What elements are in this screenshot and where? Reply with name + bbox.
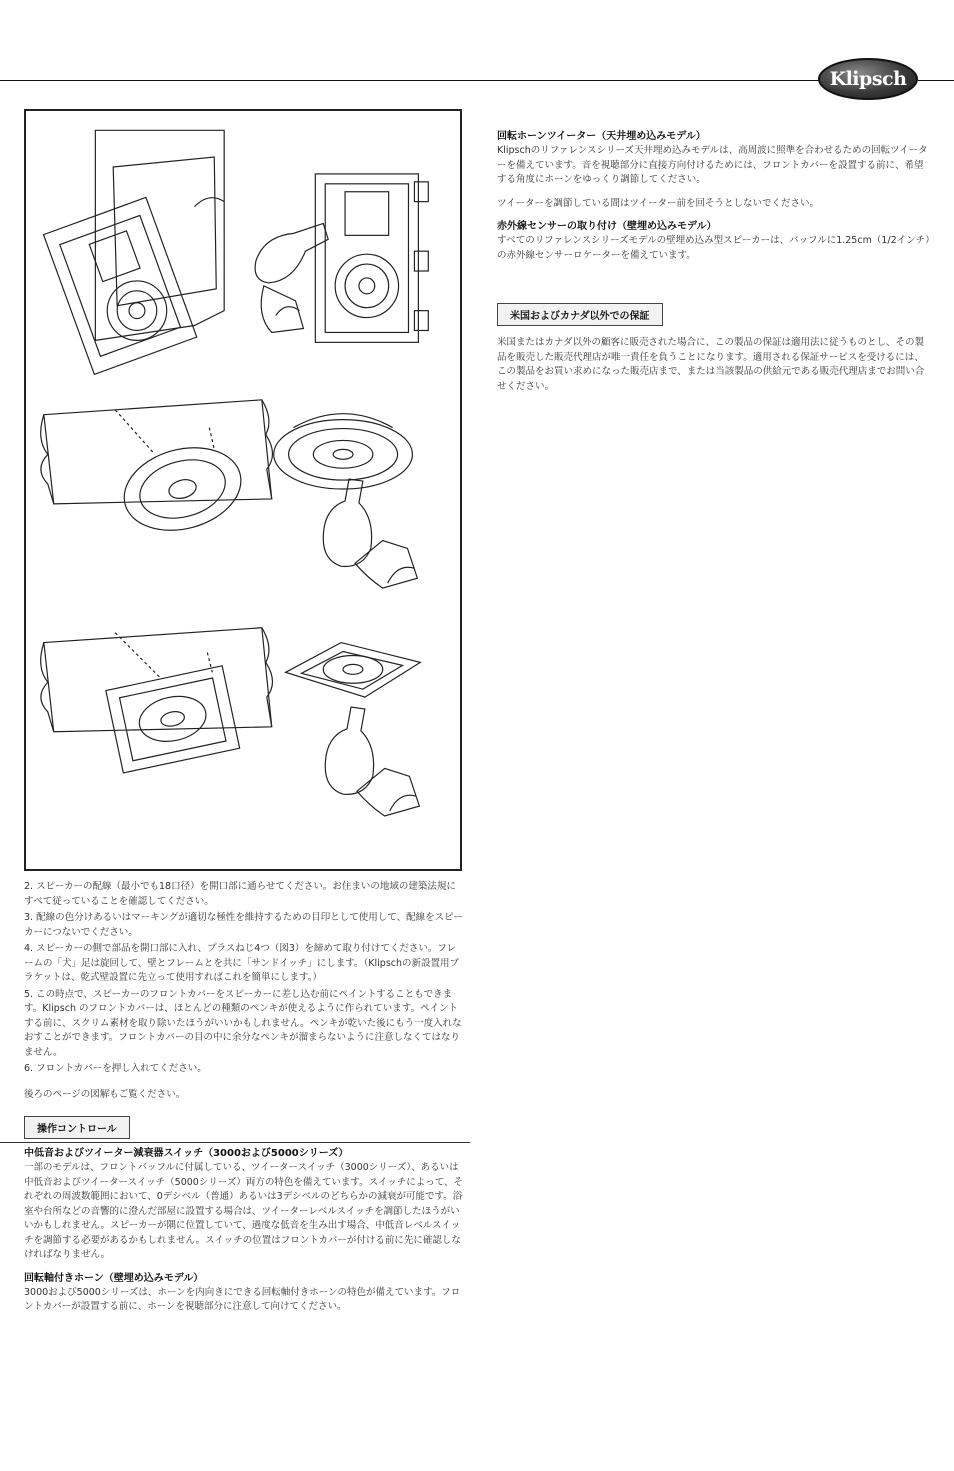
installation-diagram-icon <box>26 111 460 869</box>
tweeter-body: Klipschのリファレンスシリーズ天井埋め込みモデルは、高周波に照準を合わせるための回転ツイーターを備えています。音を視聴部分に直接方向付けるためには、フロントカバーを設置する前に、希望する角度にホーンをゆっくり調節してください。 <box>497 145 928 185</box>
horn-heading: 回転軸付きホーン（壁埋め込みモデル） <box>24 1272 204 1284</box>
step-6: 6. フロントカバーを押し入れてください。 <box>24 1063 207 1074</box>
warranty-section-title: 米国およびカナダ以外での保証 <box>497 303 663 326</box>
warranty-body: 米国またはカナダ以外の顧客に販売された場合に、この製品の保証は適用法に従うものとし、その製品を販売した販売代理店が唯一責任を負うことになります。適用される保証サービスを受けるには、この製品をお買い求めになった販売店まで、または当該製品の供給元である販売代理店までお問い合せください。 <box>497 337 925 392</box>
step-3: 3. 配線の色分けあるいはマーキングが適切な極性を維持するための目印として使用して、配線をスピーカーにつないでください。 <box>24 912 463 938</box>
logo-text: Klipsch <box>829 68 907 90</box>
sensor-heading: 赤外線センサーの取り付け（壁埋め込みモデル） <box>497 221 717 232</box>
horn-body: 3000および5000シリーズは、ホーンを内向きにできる回転軸付きホーンの特色が備えています。フロントカバーが設置する前に、ホーンを視聴部分に注意して向けてください。 <box>24 1286 461 1312</box>
installation-diagram <box>24 109 462 871</box>
left-column <box>24 880 464 1315</box>
header-rule <box>0 80 820 81</box>
header-rule-right <box>918 80 954 81</box>
controls-section <box>24 1116 464 1139</box>
step-4: 4. スピーカーの側で部品を開口部に入れ、プラスねじ4つ（図3）を締めて取り付けてください。フレームの「犬」足は旋回して、壁とフレームとを共に「サンドイッチ」にします。（Klipschの新設置用ブラケットは、乾式壁設置に先立って使用すればこれを簡単にします。） <box>24 943 460 983</box>
tweeter-note: ツイーターを調節している間はツイーター前を回そうとしないでください。 <box>497 197 820 209</box>
controls-section-title: 操作コントロール <box>24 1116 130 1139</box>
square-speaker-install <box>41 628 421 816</box>
tweeter-heading: 回転ホーンツイーター（天井埋め込みモデル） <box>497 131 706 142</box>
illustration-note: 後ろのページの図解もご覧ください。 <box>24 1088 186 1100</box>
rectangular-speaker-install <box>44 130 429 374</box>
section-rule <box>0 1142 470 1143</box>
round-speaker-install <box>41 400 418 588</box>
switch-heading: 中低音およびツイーター減衰器スイッチ（3000および5000シリーズ） <box>24 1148 349 1159</box>
sensor-body: すべてのリファレンスシリーズモデルの壁埋め込み型スピーカーは、バッフルに1.25cm（1/2インチ）の赤外線センサーロケーターを備えています。 <box>497 235 930 261</box>
right-column <box>497 130 932 394</box>
step-5: 5. この時点で、スピーカーのフロントカバーをスピーカーに差し込む前にペイントすることもできます。Klipsch のフロントカバーは、ほとんどの種類のペンキが使えるように作られています。ペイントする前に、スクリム素材を取り除いたほうがいいかもしれません。ペンキが乾いた後にもう一度入れなおすことができます。フロントカバーの目の中に余分なペンキが溜まらないように注意しなくてはなりません。 <box>24 988 462 1058</box>
switch-body: 一部のモデルは、フロントバッフルに付属している、ツイータースイッチ（3000シリーズ）、あるいは中低音およびツイータースイッチ（5000シリーズ）両方の特色を備えています。スイッチによって、それぞれの周波数範囲において、0デシベル（普通）あるいは3デシベルのどちらかの減衰が可能です。浴室や台所などの音響的に澄んだ部屋に設置する場合は、ツイーターレベルスイッチを調節したほうがいいかもしれません。スピーカーが隅に位置していて、過度な低音を生み出す場合、中低音レベルスイッチを調節する必要があるかもしれません。スイッチの位置はフロントカバーが付ける前に先に確認しなければなりません。 <box>24 1162 464 1260</box>
klipsch-logo <box>818 58 918 100</box>
step-2: 2. スピーカーの配線（最小でも18口径）を開口部に通らせてください。お住まいの地域の建築法規にすべて従っていることを確認してください。 <box>24 881 456 907</box>
